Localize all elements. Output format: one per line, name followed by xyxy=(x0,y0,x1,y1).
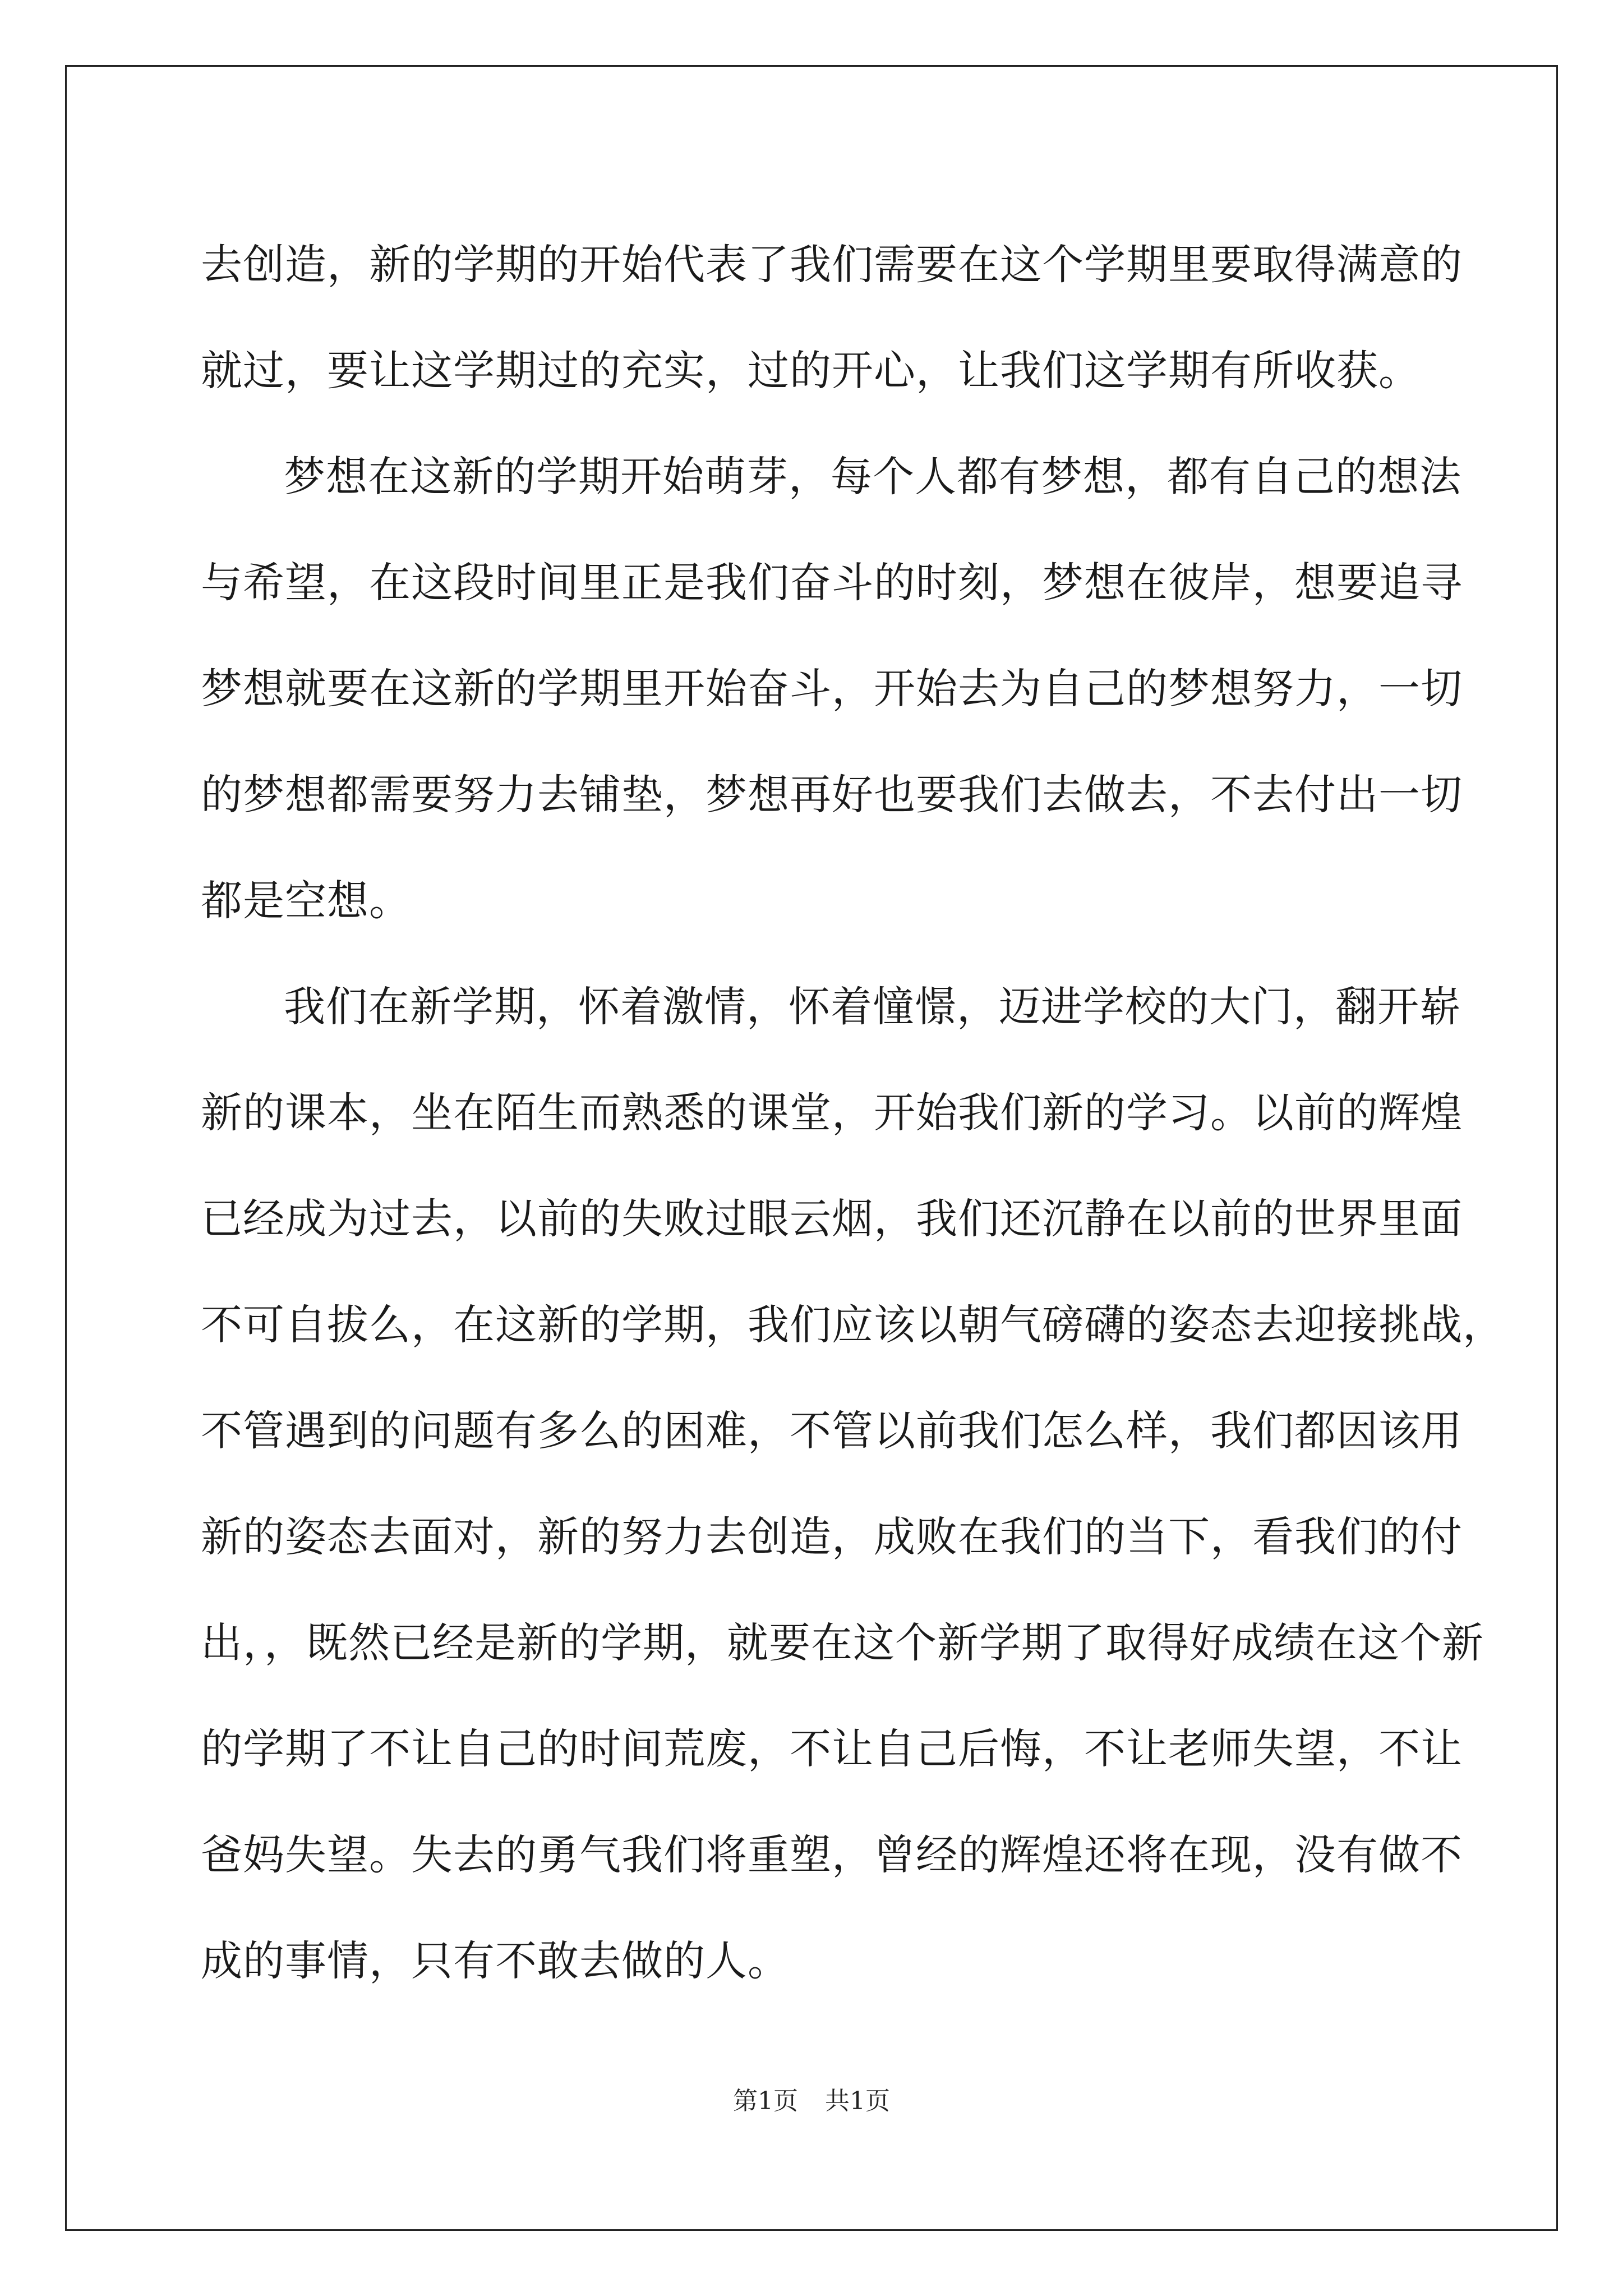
text-line: 新的课本，坐在陌生而熟悉的课堂，开始我们新的学习。以前的辉煌 xyxy=(201,1089,1463,1137)
text-line: 成的事情，只有不敢去做的人。 xyxy=(201,1937,790,1985)
text-line: 出，，既然已经是新的学期，就要在这个新学期了取得好成绩在这个新 xyxy=(201,1619,1484,1667)
text-line: 都是空想。 xyxy=(201,877,411,925)
page-total: 共1页 xyxy=(825,2087,890,2115)
text-line: 不可自拔么，在这新的学期，我们应该以朝气磅礴的姿态去迎接挑战， xyxy=(201,1301,1505,1349)
page-number: 第1页 xyxy=(733,2087,798,2115)
text-line: 就过，要让这学期过的充实，过的开心，让我们这学期有所收获。 xyxy=(201,347,1421,395)
text-line: 梦想在这新的学期开始萌芽，每个人都有梦想，都有自己的想法 xyxy=(284,453,1461,501)
text-line: 的学期了不让自己的时间荒废，不让自己后悔，不让老师失望，不让 xyxy=(201,1725,1463,1773)
document-body xyxy=(201,212,1505,2014)
text-line: 梦想就要在这新的学期里开始奋斗，开始去为自己的梦想努力，一切 xyxy=(201,665,1463,713)
text-line: 不管遇到的问题有多么的困难，不管以前我们怎么样，我们都因该用 xyxy=(201,1407,1463,1455)
text-line: 我们在新学期，怀着激情，怀着憧憬，迈进学校的大门，翻开崭 xyxy=(284,983,1461,1031)
text-line: 的梦想都需要努力去铺垫，梦想再好也要我们去做去，不去付出一切 xyxy=(201,771,1463,819)
text-line: 新的姿态去面对，新的努力去创造，成败在我们的当下，看我们的付 xyxy=(201,1513,1463,1561)
page-footer xyxy=(0,2085,1623,2118)
text-line: 去创造，新的学期的开始代表了我们需要在这个学期里要取得满意的 xyxy=(201,241,1463,289)
text-line: 已经成为过去，以前的失败过眼云烟，我们还沉静在以前的世界里面 xyxy=(201,1195,1463,1243)
text-line: 爸妈失望。失去的勇气我们将重塑，曾经的辉煌还将在现，没有做不 xyxy=(201,1831,1463,1879)
text-line: 与希望，在这段时间里正是我们奋斗的时刻，梦想在彼岸，想要追寻 xyxy=(201,559,1463,607)
